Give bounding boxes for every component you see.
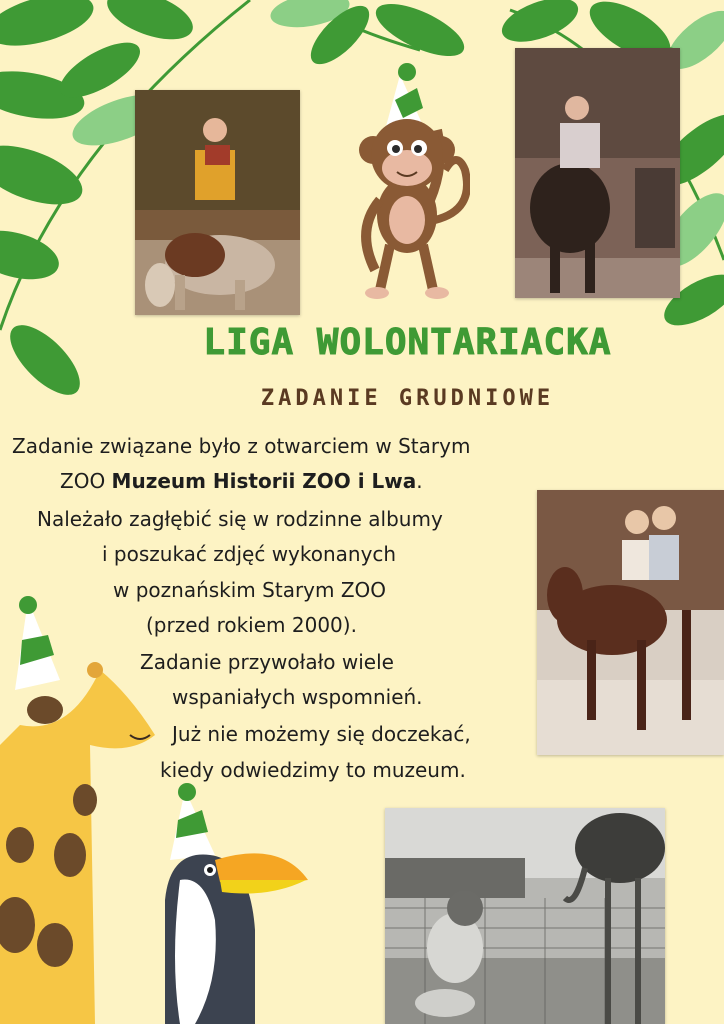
page-title: LIGA WOLONTARIACKA <box>203 322 612 363</box>
monkey-icon <box>345 60 470 300</box>
text-segment: ZOO <box>60 469 112 493</box>
text-line: Należało zagłębić się w rodzinne albumy <box>37 507 443 531</box>
toucan-icon <box>160 780 310 1024</box>
giraffe-icon <box>0 595 160 1024</box>
text-line: kiedy odwiedzimy to muzeum. <box>160 758 466 782</box>
museum-name: Muzeum Historii ZOO i Lwa <box>111 469 417 493</box>
text-segment: . <box>416 469 423 493</box>
page-subtitle: ZADANIE GRUDNIOWE <box>260 386 555 411</box>
text-line: i poszukać zdjęć wykonanych <box>102 542 397 566</box>
text-line <box>60 469 423 493</box>
photo-child-on-horse <box>515 48 680 298</box>
photo-child-with-ostrich <box>385 808 665 1024</box>
text-line: Zadanie przywołało wiele <box>140 650 394 674</box>
text-line: w poznańskim Starym ZOO <box>113 578 387 602</box>
photo-two-children-on-pony <box>537 490 724 755</box>
text-line: Już nie możemy się doczekać, <box>172 722 471 746</box>
text-line: wspaniałych wspomnień. <box>172 685 423 709</box>
text-line: (przed rokiem 2000). <box>146 613 357 637</box>
photo-child-on-pony <box>135 90 300 315</box>
text-line: Zadanie związane było z otwarciem w Starym <box>12 434 471 458</box>
